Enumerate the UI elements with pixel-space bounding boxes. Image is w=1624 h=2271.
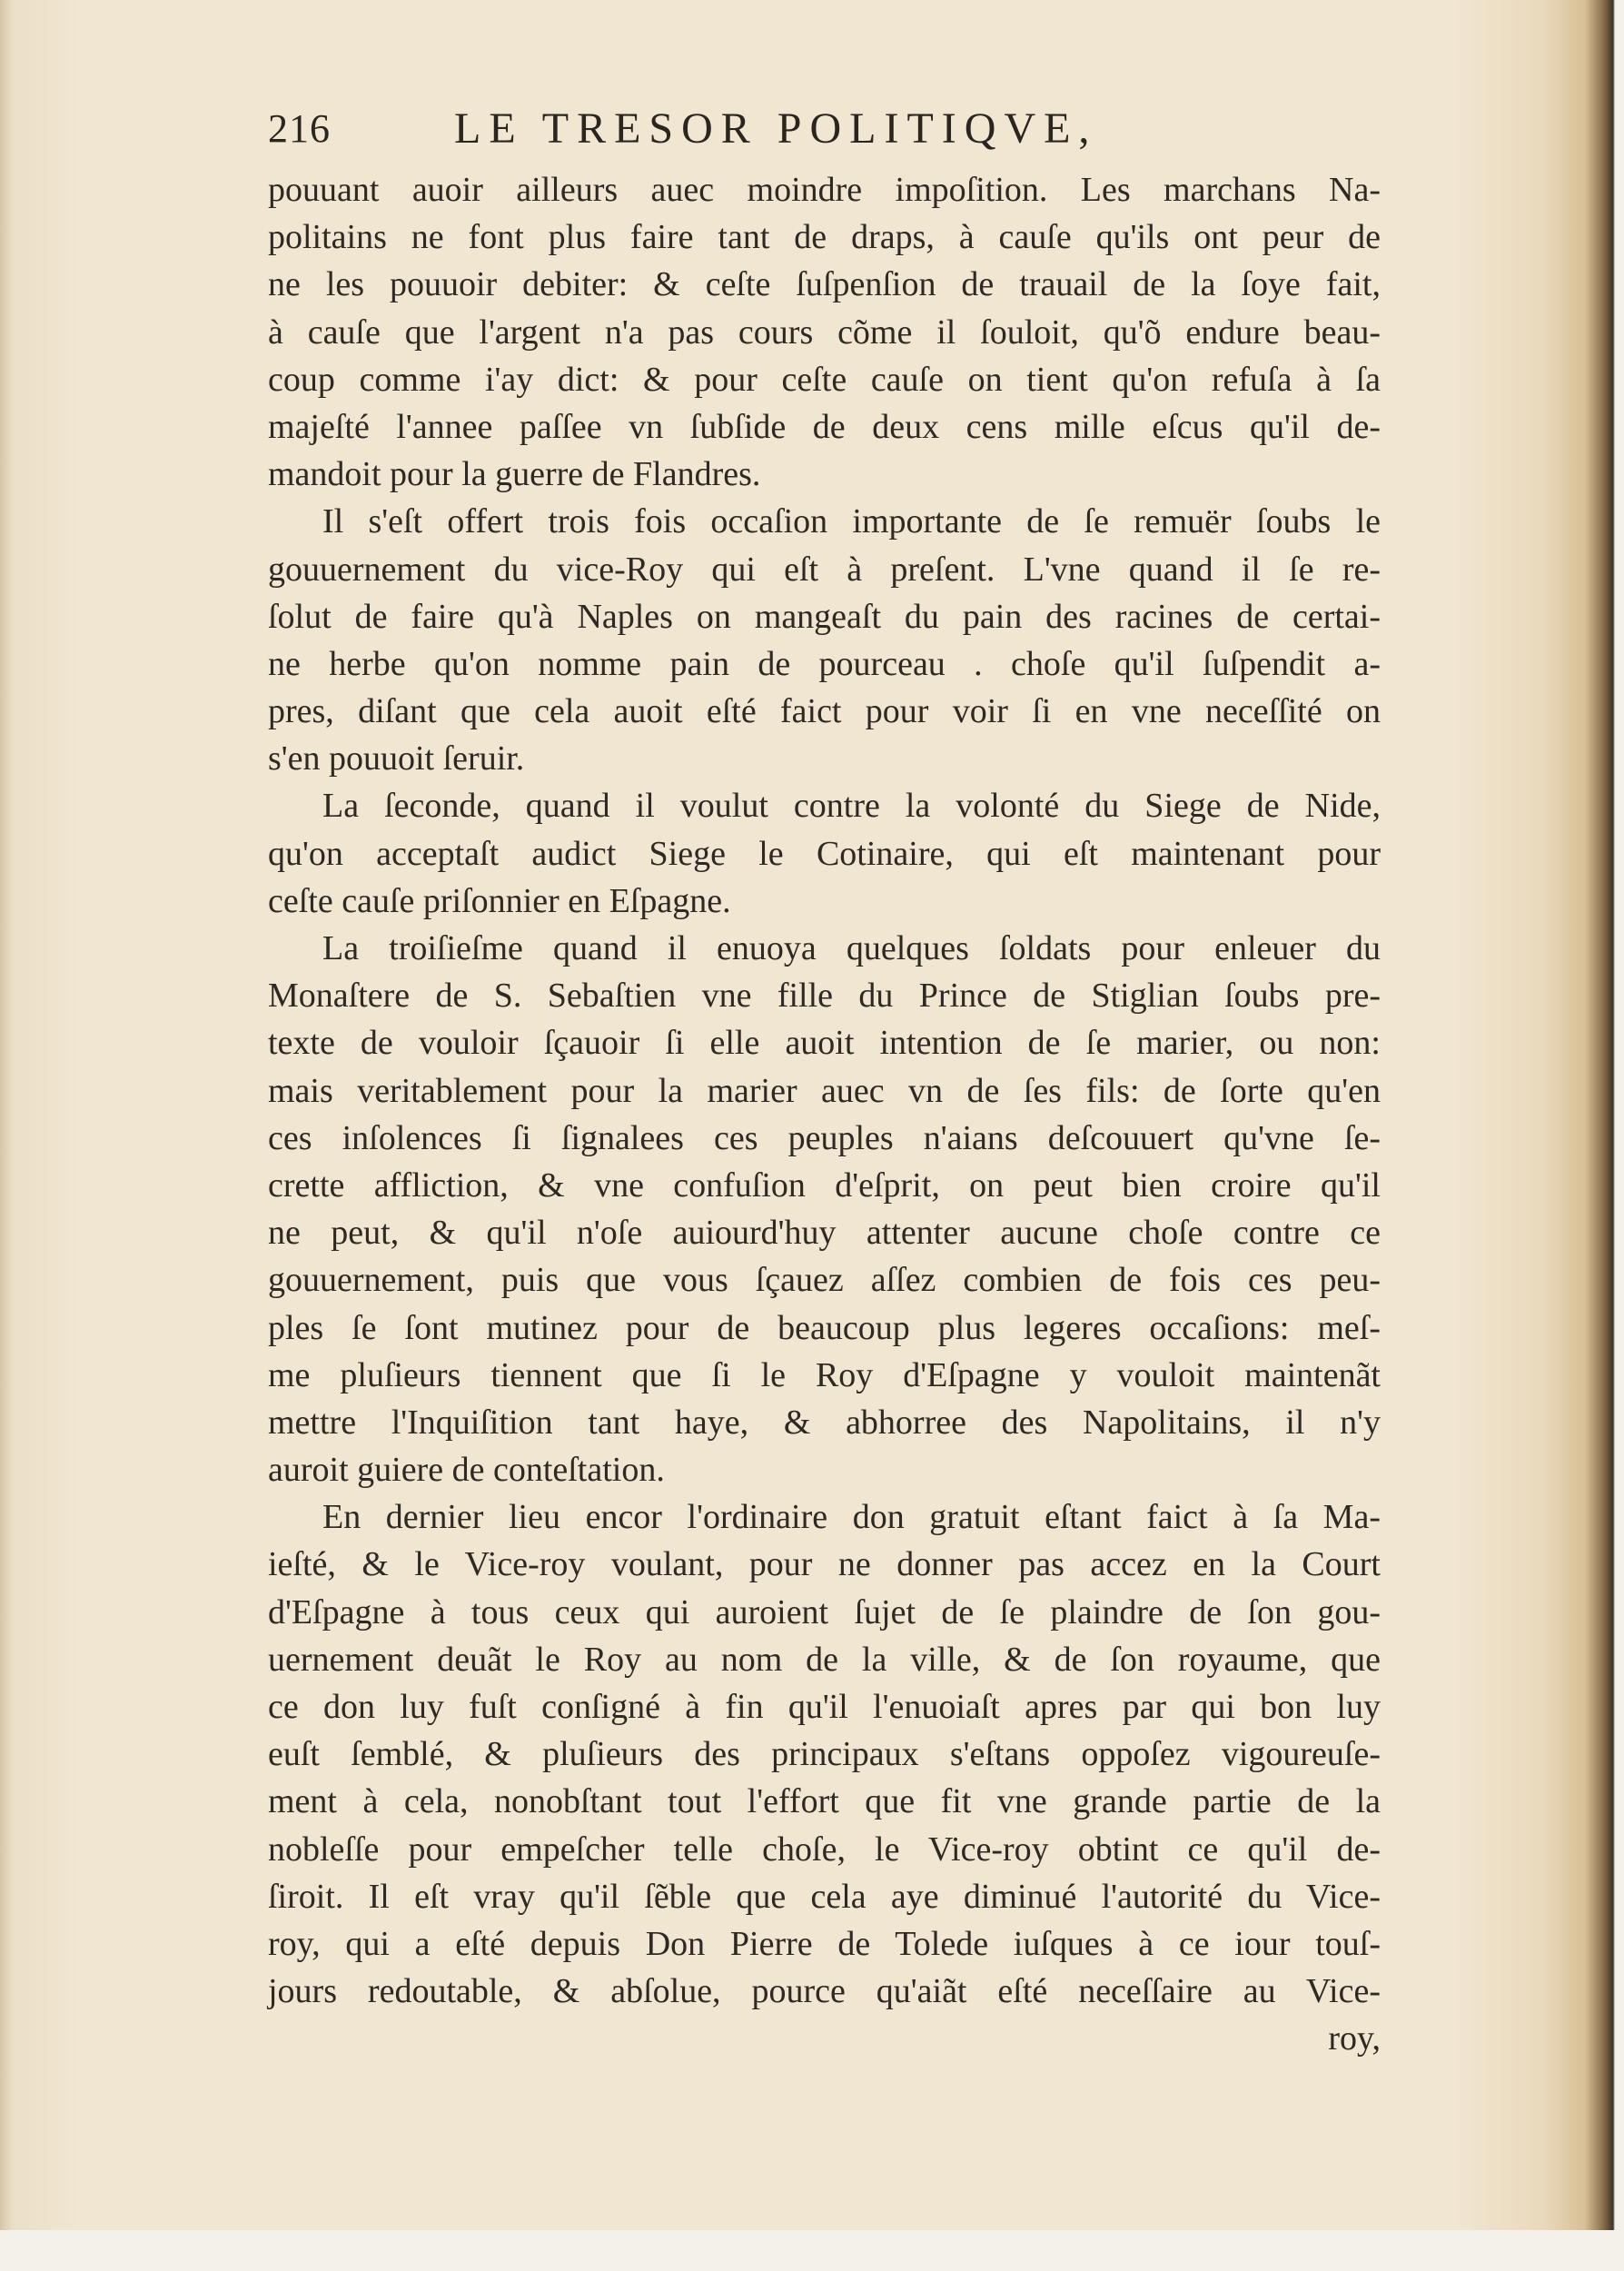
text-line: à cauſe que l'argent n'a pas cours cõme il ſouloit, qu'õ endure beau- xyxy=(268,312,1381,352)
text-line: politains ne font plus faire tant de draps, à cauſe qu'ils ont peur de xyxy=(268,218,1381,257)
text-line: Monaſtere de S. Sebaſtien vne fille du Prince de Stiglian ſoubs pre- xyxy=(268,977,1381,1016)
text-line: d'Eſpagne à tous ceux qui auroient ſujet de ſe plaindre de ſon gou- xyxy=(268,1592,1381,1631)
text-line: mettre l'Inquiſition tant haye, & abhorree des Napolitains, il n'y xyxy=(268,1403,1381,1442)
text-line: mandoit pour la guerre de Flandres. xyxy=(268,455,761,494)
text-line: crette affliction, & vne confuſion d'eſprit, on peut bien croire qu'il xyxy=(268,1165,1381,1205)
text-line: pres, diſant que cela auoit eſté faict pour voir ſi en vne neceſſité on xyxy=(268,692,1381,731)
text-line: ne peut, & qu'il n'oſe auiourd'huy attenter aucune choſe contre ce xyxy=(268,1214,1381,1253)
text-line: ne herbe qu'on nomme pain de pourceau . choſe qu'il ſuſpendit a- xyxy=(268,644,1381,683)
text-line: mais veritablement pour la marier auec vn de ſes fils: de ſorte qu'en xyxy=(268,1071,1381,1110)
text-line: En dernier lieu encor l'ordinaire don gratuit eſtant faict à ſa Ma- xyxy=(322,1498,1381,1537)
text-line: ne les pouuoir debiter: & ceſte ſuſpenſion de trauail de la ſoye fait, xyxy=(268,265,1381,304)
text-line: coup comme i'ay dict: & pour ceſte cauſe on tient qu'on refuſa à ſa xyxy=(268,360,1381,399)
text-line: jours redoutable, & abſolue, pource qu'aiãt eſté neceſſaire au Vice- xyxy=(268,1972,1381,2011)
text-line: pouuant auoir ailleurs auec moindre impoſition. Les marchans Na- xyxy=(268,171,1381,209)
text-line: Il s'eſt offert trois fois occaſion importante de ſe remuër ſoubs le xyxy=(322,502,1381,541)
text-line: me pluſieurs tiennent que ſi le Roy d'Eſpagne y vouloit maintenãt xyxy=(268,1355,1381,1394)
text-line: euſt ſemblé, & pluſieurs des principaux s'eſtans oppoſez vigoureuſe- xyxy=(268,1735,1381,1774)
text-line: ſolut de faire qu'à Naples on mangeaſt du pain des racines de certai- xyxy=(268,597,1381,636)
text-line: La troiſieſme quand il enuoya quelques ſoldats pour enleuer du xyxy=(322,929,1381,967)
text-line: qu'on acceptaſt audict Siege le Cotinaire, qui eſt maintenant pour xyxy=(268,834,1381,873)
body-text xyxy=(268,166,1381,2063)
text-line: gouuernement, puis que vous ſçauez aſſez combien de fois ces peu- xyxy=(268,1261,1381,1300)
text-line: s'en pouuoit ſeruir. xyxy=(268,739,525,778)
text-line: ples ſe ſont mutinez pour de beaucoup plus legeres occaſions: meſ- xyxy=(268,1308,1381,1347)
text-line: La ſeconde, quand il voulut contre la volonté du Siege de Nide, xyxy=(322,787,1381,826)
page-header xyxy=(268,105,1244,160)
text-line: uernement deuãt le Roy au nom de la ville, & de ſon royaume, que xyxy=(268,1640,1381,1679)
text-line: ces inſolences ſi ſignalees ces peuples n'aians deſcouuert qu'vne ſe- xyxy=(268,1118,1381,1157)
text-line: majeſté l'annee paſſee vn ſubſide de deux cens mille eſcus qu'il de- xyxy=(268,407,1381,446)
text-line: ce don luy fuſt conſigné à fin qu'il l'enuoiaſt apres par qui bon luy xyxy=(268,1688,1381,1726)
text-line: roy, qui a eſté depuis Don Pierre de Tolede iuſques à ce iour touſ- xyxy=(268,1924,1381,1963)
text-line: ment à cela, nonobſtant tout l'effort que fit vne grande partie de la xyxy=(268,1782,1381,1821)
text-line: auroit guiere de conteſtation. xyxy=(268,1451,665,1490)
text-line: ceſte cauſe priſonnier en Eſpagne. xyxy=(268,881,731,920)
text-line: ſiroit. Il eſt vray qu'il ſẽble que cela aye diminué l'autorité du Vice- xyxy=(268,1877,1381,1916)
text-line: nobleſſe pour empeſcher telle choſe, le Vice-roy obtint ce qu'il de- xyxy=(268,1830,1381,1869)
catchword: roy, xyxy=(1328,2019,1381,2058)
text-line: ieſté, & le Vice-roy voulant, pour ne donner pas accez en la Court xyxy=(268,1545,1381,1584)
running-title: LE TRESOR POLITIQVE, xyxy=(454,104,1098,153)
text-line: gouuernement du vice-Roy qui eſt à preſent. L'vne quand il ſe re- xyxy=(268,550,1381,589)
text-line: texte de vouloir ſçauoir ſi elle auoit intention de ſe marier, ou non: xyxy=(268,1024,1381,1063)
page-number: 216 xyxy=(268,106,331,151)
